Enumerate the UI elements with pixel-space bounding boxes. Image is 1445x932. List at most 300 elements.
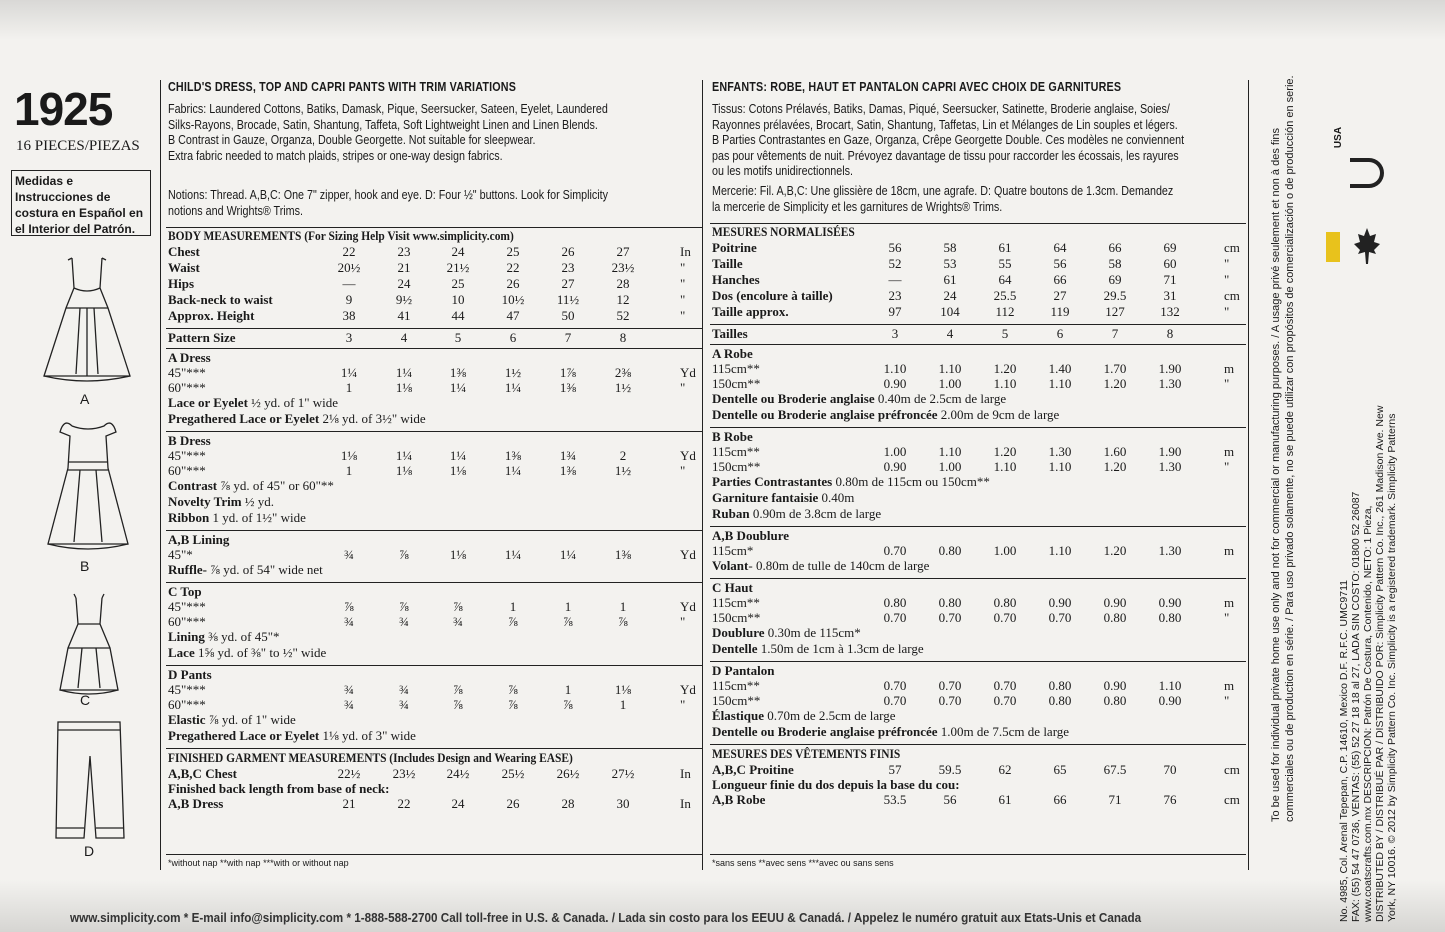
fr-size-value: 7: [1111, 326, 1119, 341]
en-body-value: 52: [616, 308, 630, 323]
en-body-value: —: [342, 276, 356, 291]
fr-yardage-value: 1.10: [938, 361, 962, 376]
fr-yardage-unit: m: [1224, 361, 1235, 376]
fr-yardage-value: 1.10: [883, 361, 907, 376]
fr-body-value: 97: [888, 304, 902, 319]
fr-yardage-value: 0.80: [1103, 693, 1127, 708]
fr-note-bold: Élastique: [712, 708, 765, 723]
pattern-number: 1925: [14, 83, 113, 135]
fr-note-bold: Ruban: [712, 506, 750, 521]
en-body-value: 28: [616, 276, 630, 291]
en-yardage-value: 1¼: [395, 448, 413, 463]
en-yardage-value: 1⅛: [340, 448, 358, 463]
en-body-unit: ": [680, 260, 686, 275]
en-yardage-unit: Yd: [680, 599, 696, 614]
en-yardage-value: ¾: [344, 614, 354, 629]
en-body-value: 50: [561, 308, 575, 323]
fr-yardage-value: 1.30: [1158, 376, 1182, 391]
en-yardage-value: 1⅜: [449, 365, 467, 380]
view-label-d: D: [84, 843, 95, 859]
en-yardage-value: ⅞: [399, 547, 409, 562]
fr-rule-section: [710, 427, 1246, 428]
fr-body-value: 31: [1163, 288, 1177, 303]
fr-body-value: 104: [940, 304, 960, 319]
fr-yardage-value: 1.70: [1103, 361, 1127, 376]
fr-finished-label: A,B,C Proitine: [712, 762, 794, 777]
fr-size-value: 8: [1166, 326, 1174, 341]
en-yardage-unit: Yd: [680, 365, 696, 380]
fr-yardage-value: 0.70: [883, 543, 907, 558]
en-section-title: C Top: [168, 584, 202, 599]
en-note-bold: Lace or Eyelet: [168, 395, 248, 410]
fr-section-note: [712, 407, 1059, 423]
fr-yardage-value: 1.00: [938, 459, 962, 474]
fr-finished-value: 62: [998, 762, 1012, 777]
en-finished-label: A,B Dress: [168, 796, 224, 811]
fr-finished-value: 71: [1108, 792, 1122, 807]
en-yardage-value: ⅞: [563, 614, 573, 629]
en-yardage-value: ¾: [344, 682, 354, 697]
en-section-title: A Dress: [168, 350, 211, 365]
fr-finished-title: MESURES DES VÊTEMENTS FINIS: [712, 746, 901, 761]
en-yardage-value: 1⅛: [449, 547, 467, 562]
en-yardage-label: 45"***: [168, 448, 206, 463]
fr-yardage-value: 0.90: [883, 459, 907, 474]
fr-note-text: 0.40m de 2.5cm de large: [874, 391, 1007, 406]
en-note-text: 1⅝ yd. of ⅜" to ½" wide: [194, 645, 327, 660]
fr-yardage-label: 150cm**: [712, 610, 761, 625]
fr-body-title: MESURES NORMALISÉES: [712, 224, 855, 239]
fr-note-bold: Dentelle ou Broderie anglaise: [712, 391, 875, 406]
en-body-value: 24: [451, 244, 465, 259]
footer-contact: www.simplicity.com * E-mail info@simplicity.com * 1-888-588-2700 Call toll-free in U.S. & Canada. / Lada sin costo para los EEUU & Canadá. / Appelez le numéro gratuit aux Etats-Unis et Canada: [70, 910, 1142, 925]
en-body-label: Hips: [168, 276, 195, 291]
en-note-text: ⅞ yd. of 45" or 60"**: [217, 478, 334, 493]
fr-notions-line: la mercerie de Simplicity et les garnitures de Wrights® Trims.: [712, 200, 1003, 214]
fr-section-note: [712, 708, 896, 724]
en-yardage-value: 1: [345, 463, 353, 478]
en-fabrics-line: Extra fabric needed to match plaids, stripes or one-way design fabrics.: [168, 148, 503, 163]
en-yardage-value: 1: [564, 599, 572, 614]
en-body-label: Waist: [168, 260, 200, 275]
en-section-title: B Dress: [168, 433, 211, 448]
en-note-bold: Ribbon: [168, 510, 210, 525]
fr-finished-value: 56: [943, 792, 957, 807]
en-yardage-label: 45"*: [168, 547, 193, 562]
fr-fabrics-line: Tissus: Cotons Prélavés, Batiks, Damas, Piqué, Seersucker, Satinette, Broderie anglaise, Soies/: [712, 102, 1170, 116]
fr-note-text: 1.00m de 7.5cm de large: [937, 724, 1070, 739]
en-footnote: *without nap **with nap ***with or without nap: [168, 858, 349, 868]
fr-body-label: Hanches: [712, 272, 760, 287]
en-section-note: [168, 645, 326, 661]
fr-yardage-label: 115cm**: [712, 361, 760, 376]
fr-yardage-value: 1.20: [1103, 459, 1127, 474]
en-yardage-value: 1¼: [395, 365, 413, 380]
fr-yardage-label: 115cm*: [712, 543, 754, 558]
fr-yardage-value: 1.00: [883, 444, 907, 459]
en-yardage-unit: ": [680, 697, 686, 712]
fr-body-value: 66: [1053, 272, 1067, 287]
en-body-value: 44: [451, 308, 465, 323]
fr-yardage-value: 1.10: [1048, 543, 1072, 558]
en-yardage-value: ¾: [344, 547, 354, 562]
en-finished-value: 21: [342, 796, 356, 811]
fr-body-value: 58: [943, 240, 957, 255]
fr-yardage-value: 1.20: [1103, 376, 1127, 391]
fr-size-value: 5: [1001, 326, 1009, 341]
en-notions-line: notions and Wrights® Trims.: [168, 204, 303, 218]
fr-body-value: —: [888, 272, 902, 287]
fr-yardage-label: 150cm**: [712, 693, 761, 708]
en-yardage-unit: ": [680, 380, 686, 395]
fr-yardage-value: 0.80: [938, 543, 962, 558]
en-section-note: [168, 510, 306, 526]
en-body-value: 20½: [337, 260, 361, 275]
en-yardage-unit: ": [680, 614, 686, 629]
fr-yardage-value: 0.80: [993, 595, 1017, 610]
distributor-line-1: No. 4985, Col. Arenal Tepepan, C.P. 14610, Mexico D.F. R.F.C. UMC9711: [1338, 579, 1350, 922]
fr-section-note: [712, 625, 861, 641]
fr-yardage-unit: m: [1224, 444, 1235, 459]
en-yardage-value: ⅞: [453, 682, 463, 697]
view-label-a: A: [80, 391, 90, 407]
fr-yardage-value: 1.90: [1158, 361, 1182, 376]
en-yardage-value: 1: [345, 380, 353, 395]
en-size-value: 5: [454, 330, 462, 345]
fr-section-note: [712, 558, 929, 574]
fr-note-bold: Volant: [712, 558, 749, 573]
fr-note-text: 0.30m de 115cm*: [764, 625, 861, 640]
fr-yardage-value: 0.80: [1048, 678, 1072, 693]
fr-section-note: [712, 506, 881, 522]
fr-finished-value: 53.5: [883, 792, 907, 807]
en-finished-value: 26: [506, 796, 520, 811]
yellow-label: [1326, 232, 1340, 262]
en-section-note: [168, 629, 280, 645]
fr-yardage-value: 1.10: [993, 459, 1017, 474]
en-body-unit: ": [680, 276, 686, 291]
fr-section-note: [712, 724, 1069, 740]
en-note-bold: Lace: [168, 645, 195, 660]
fr-yardage-value: 0.90: [1048, 595, 1072, 610]
fr-note-bold: Dentelle ou Broderie anglaise préfroncée: [712, 724, 938, 739]
fr-yardage-value: 1.10: [1048, 376, 1072, 391]
fr-note-bold: Dentelle: [712, 641, 758, 656]
fr-yardage-value: 0.70: [993, 610, 1017, 625]
fr-size-label: Tailles: [712, 326, 748, 341]
fr-body-value: 60: [1163, 256, 1177, 271]
fr-body-value: 53: [943, 256, 957, 271]
fr-yardage-value: 0.80: [1103, 610, 1127, 625]
fr-yardage-value: 0.70: [883, 610, 907, 625]
en-yardage-value: 2⅜: [614, 365, 632, 380]
en-yardage-value: 1¾: [559, 448, 577, 463]
fr-body-label: Dos (encolure à taille): [712, 288, 833, 303]
en-size-value: 8: [619, 330, 627, 345]
fr-body-value: 61: [998, 240, 1012, 255]
fr-yardage-value: 0.90: [883, 376, 907, 391]
fr-finished-unit: cm: [1224, 762, 1240, 777]
en-yardage-value: 1: [509, 599, 517, 614]
en-body-label: Back-neck to waist: [168, 292, 273, 307]
fr-body-value: 119: [1050, 304, 1070, 319]
distributor-line-3: www.coatscrafts.com.mx DESCRIPCION: Patrón De Costura, Contenido, NETO: 1 Pieza,: [1362, 505, 1374, 922]
en-yardage-value: ⅞: [618, 614, 628, 629]
en-finished-value: 27½: [611, 766, 635, 781]
en-rule-section: [166, 530, 702, 531]
en-yardage-label: 60"***: [168, 614, 206, 629]
en-yardage-value: ⅞: [508, 697, 518, 712]
en-rule-foot: [166, 854, 702, 855]
divider-middle: [702, 80, 703, 870]
en-yardage-value: 1: [619, 599, 627, 614]
fr-yardage-value: 1.00: [993, 543, 1017, 558]
en-finished-value: 28: [561, 796, 575, 811]
en-fabrics-line: B Contrast in Gauze, Organza, Double Georgette. Not suitable for sleepwear.: [168, 133, 536, 147]
en-yardage-value: 1¼: [449, 380, 467, 395]
en-yardage-value: ¾: [399, 614, 409, 629]
en-yardage-value: 1¼: [504, 463, 522, 478]
view-label-b: B: [80, 558, 90, 574]
fr-yardage-value: 0.70: [993, 693, 1017, 708]
en-body-value: 11½: [556, 292, 580, 307]
en-yardage-value: ¾: [399, 682, 409, 697]
en-yardage-label: 60"***: [168, 463, 206, 478]
en-yardage-value: 1⅜: [504, 448, 522, 463]
en-section-title: D Pants: [168, 667, 212, 682]
en-yardage-value: 1⅜: [559, 463, 577, 478]
garment-views-illustration: [20, 248, 160, 848]
fr-body-value: 58: [1108, 256, 1122, 271]
en-finished-value: 24½: [446, 766, 470, 781]
fr-yardage-value: 0.90: [1103, 595, 1127, 610]
fr-finished-value: 59.5: [938, 762, 962, 777]
fr-body-value: 69: [1163, 240, 1177, 255]
en-note-text: ⅜ yd. of 45"*: [204, 629, 280, 644]
en-fabrics-line: Silks-Rayons, Brocade, Satin, Shantung, Taffeta, Soft Lightweight Linen and Linen Blends.: [168, 117, 598, 132]
en-body-value: 24: [397, 276, 411, 291]
en-yardage-value: ⅞: [508, 614, 518, 629]
en-finished-label: Finished back length from base of neck:: [168, 781, 390, 796]
fr-section-title: A Robe: [712, 346, 753, 361]
en-section-note: [168, 478, 334, 494]
fr-section-note: [712, 490, 854, 506]
fr-yardage-value: 0.90: [1158, 693, 1182, 708]
en-yardage-label: 45"***: [168, 599, 206, 614]
usage-notice-line-2: commerciales ou de production en série. / Para uso privado solamente, no se puede utilizar con propósitos de comercialización o de producción en serie.: [1284, 75, 1296, 822]
en-yardage-label: 45"***: [168, 365, 206, 380]
en-finished-value: 30: [616, 796, 630, 811]
fr-body-value: 27: [1053, 288, 1067, 303]
fr-yardage-value: 0.80: [883, 595, 907, 610]
en-body-value: 25: [451, 276, 465, 291]
en-rule-section: [166, 665, 702, 666]
en-section-note: [168, 494, 274, 510]
fr-rule-section: [710, 344, 1246, 345]
en-yardage-value: 1¼: [559, 547, 577, 562]
fr-size-value: 4: [946, 326, 954, 341]
en-yardage-unit: Yd: [680, 682, 696, 697]
fr-body-unit: ": [1224, 272, 1230, 287]
fr-body-value: 55: [998, 256, 1012, 271]
en-note-bold: Pregathered Lace or Eyelet: [168, 411, 320, 426]
en-yardage-value: ⅞: [344, 599, 354, 614]
fr-body-value: 56: [1053, 256, 1067, 271]
en-yardage-label: 60"***: [168, 697, 206, 712]
en-section-title: A,B Lining: [168, 532, 230, 547]
pieces-count: 16 PIECES/PIEZAS: [16, 138, 140, 154]
fr-yardage-unit: ": [1224, 610, 1230, 625]
en-finished-value: 24: [451, 796, 465, 811]
en-body-value: 25: [506, 244, 520, 259]
divider-right: [1248, 80, 1249, 870]
spanish-instructions-box: Medidas e Instrucciones de costura en Español en el Interior del Patrón.: [11, 170, 151, 236]
en-finished-title: FINISHED GARMENT MEASUREMENTS (Includes Design and Wearing EASE): [168, 750, 573, 765]
fr-body-value: 24: [943, 288, 957, 303]
en-body-value: 9: [345, 292, 353, 307]
fr-yardage-label: 115cm**: [712, 444, 760, 459]
fr-yardage-unit: ": [1224, 376, 1230, 391]
fr-yardage-value: 1.60: [1103, 444, 1127, 459]
en-section-note: [168, 562, 323, 578]
en-body-value: 26: [506, 276, 520, 291]
en-rule-finished: [166, 748, 702, 749]
en-note-bold: Lining: [168, 629, 205, 644]
en-yardage-value: 1⅜: [614, 547, 632, 562]
fr-body-value: 23: [888, 288, 902, 303]
fr-notions-line: Mercerie: Fil. A,B,C: Une glissière de 18cm, une agrafe. D: Quatre boutons de 1.3cm. Demandez: [712, 184, 1174, 198]
en-yardage-value: 1½: [504, 365, 522, 380]
fr-section-title: B Robe: [712, 429, 753, 444]
fr-finished-value: 67.5: [1103, 762, 1127, 777]
en-yardage-value: ¾: [344, 697, 354, 712]
fr-finished-label: Longueur finie du dos depuis la base du cou:: [712, 777, 960, 792]
en-finished-value: 22: [397, 796, 411, 811]
en-yardage-value: ⅞: [508, 682, 518, 697]
fr-note-bold: Dentelle ou Broderie anglaise préfroncée: [712, 407, 938, 422]
fr-yardage-value: 1.10: [1048, 459, 1072, 474]
fr-yardage-value: 0.90: [1158, 595, 1182, 610]
en-body-value: 27: [561, 276, 575, 291]
fr-body-label: Taille: [712, 256, 743, 271]
divider-left: [160, 80, 161, 870]
en-body-value: 22: [506, 260, 520, 275]
en-body-value: 23½: [611, 260, 635, 275]
en-note-text: 1 yd. of 1½" wide: [209, 510, 306, 525]
fr-fabrics-line: B Parties Contrastantes en Gaze, Organza, Crêpe Georgette Double. Ces modèles ne conviennent: [712, 133, 1185, 147]
en-finished-unit: In: [680, 766, 691, 781]
en-title: CHILD'S DRESS, TOP AND CAPRI PANTS WITH TRIM VARIATIONS: [168, 80, 517, 94]
fr-section-note: [712, 641, 924, 657]
en-yardage-value: 1¼: [504, 380, 522, 395]
fr-yardage-value: 0.70: [938, 693, 962, 708]
fr-section-title: C Haut: [712, 580, 753, 595]
fr-yardage-value: 1.30: [1048, 444, 1072, 459]
en-body-value: 22: [342, 244, 356, 259]
en-section-note: [168, 728, 416, 744]
fr-yardage-value: 1.00: [938, 376, 962, 391]
en-yardage-value: 1: [619, 697, 627, 712]
fr-yardage-label: 115cm**: [712, 595, 760, 610]
fr-title: ENFANTS: ROBE, HAUT ET PANTALON CAPRI AVEC CHOIX DE GARNITURES: [712, 80, 1122, 94]
en-note-text: ½ yd. of 1" wide: [247, 395, 339, 410]
en-body-value: 26: [561, 244, 575, 259]
en-body-value: 12: [616, 292, 630, 307]
en-yardage-value: 1⅛: [614, 682, 632, 697]
en-finished-value: 25½: [501, 766, 525, 781]
en-note-text: ⅞ yd. of 54" wide net: [207, 562, 323, 577]
fr-yardage-value: 0.80: [1048, 693, 1072, 708]
fr-fabrics-line: ou les motifs unidirectionnels.: [712, 164, 854, 178]
fr-finished-value: 66: [1053, 792, 1067, 807]
en-yardage-value: 2: [619, 448, 627, 463]
en-body-value: 21½: [446, 260, 470, 275]
fr-yardage-unit: ": [1224, 459, 1230, 474]
fr-rule-section: [710, 578, 1246, 579]
en-body-value: 21: [397, 260, 411, 275]
fr-yardage-label: 150cm**: [712, 459, 761, 474]
en-size-value: 7: [564, 330, 572, 345]
en-note-bold: Novelty Trim: [168, 494, 242, 509]
fr-footnote: *sans sens **avec sens ***avec ou sans sens: [712, 858, 894, 868]
en-yardage-value: 1⅛: [395, 463, 413, 478]
en-yardage-value: 1½: [614, 380, 632, 395]
en-rule-section: [166, 582, 702, 583]
made-in-label: USA: [1333, 126, 1345, 149]
fr-yardage-value: 0.80: [1158, 610, 1182, 625]
fr-yardage-value: 0.70: [938, 610, 962, 625]
en-rule-section: [166, 431, 702, 432]
fr-yardage-value: 0.80: [938, 595, 962, 610]
en-body-title: BODY MEASUREMENTS (For Sizing Help Visit www.simplicity.com): [168, 228, 514, 243]
en-yardage-label: 45"***: [168, 682, 206, 697]
fr-rule-section: [710, 661, 1246, 662]
en-body-value: 47: [506, 308, 520, 323]
en-note-text: ½ yd.: [241, 494, 275, 509]
en-finished-unit: In: [680, 796, 691, 811]
fr-body-unit: ": [1224, 256, 1230, 271]
en-body-value: 10½: [501, 292, 525, 307]
fr-rule-finished: [710, 744, 1246, 745]
en-body-unit: ": [680, 308, 686, 323]
en-body-value: 10: [451, 292, 465, 307]
en-yardage-value: 1⅛: [395, 380, 413, 395]
fr-section-note: [712, 474, 990, 490]
en-finished-value: 23½: [392, 766, 416, 781]
fr-rule-foot: [710, 854, 1246, 855]
en-section-note: [168, 712, 296, 728]
en-fabrics-line: Fabrics: Laundered Cottons, Batiks, Damask, Pique, Seersucker, Sateen, Eyelet, Laundered: [168, 102, 608, 116]
fr-note-bold: Garniture fantaisie: [712, 490, 819, 505]
en-yardage-value: 1: [564, 682, 572, 697]
fr-body-value: 25.5: [993, 288, 1017, 303]
fr-body-value: 66: [1108, 240, 1122, 255]
view-label-c: C: [80, 692, 91, 708]
fr-rule-section: [710, 526, 1246, 527]
en-finished-value: 26½: [556, 766, 580, 781]
fr-size-value: 6: [1056, 326, 1064, 341]
fr-yardage-value: 1.30: [1158, 459, 1182, 474]
fr-yardage-unit: ": [1224, 693, 1230, 708]
fr-body-value: 132: [1160, 304, 1180, 319]
fr-note-text: 2.00m de 9cm de large: [937, 407, 1060, 422]
fr-yardage-unit: m: [1224, 595, 1235, 610]
distributor-line-5: York, NY 10016. © 2012 by Simplicity Pattern Co. Inc. Simplicity is a registered trademark. Simplicity Patterns: [1386, 413, 1398, 922]
en-yardage-value: 1½: [614, 463, 632, 478]
fr-section-title: A,B Doublure: [712, 528, 790, 543]
fr-yardage-unit: m: [1224, 543, 1235, 558]
fr-note-text: 1.50m de 1cm à 1.3cm de large: [757, 641, 924, 656]
